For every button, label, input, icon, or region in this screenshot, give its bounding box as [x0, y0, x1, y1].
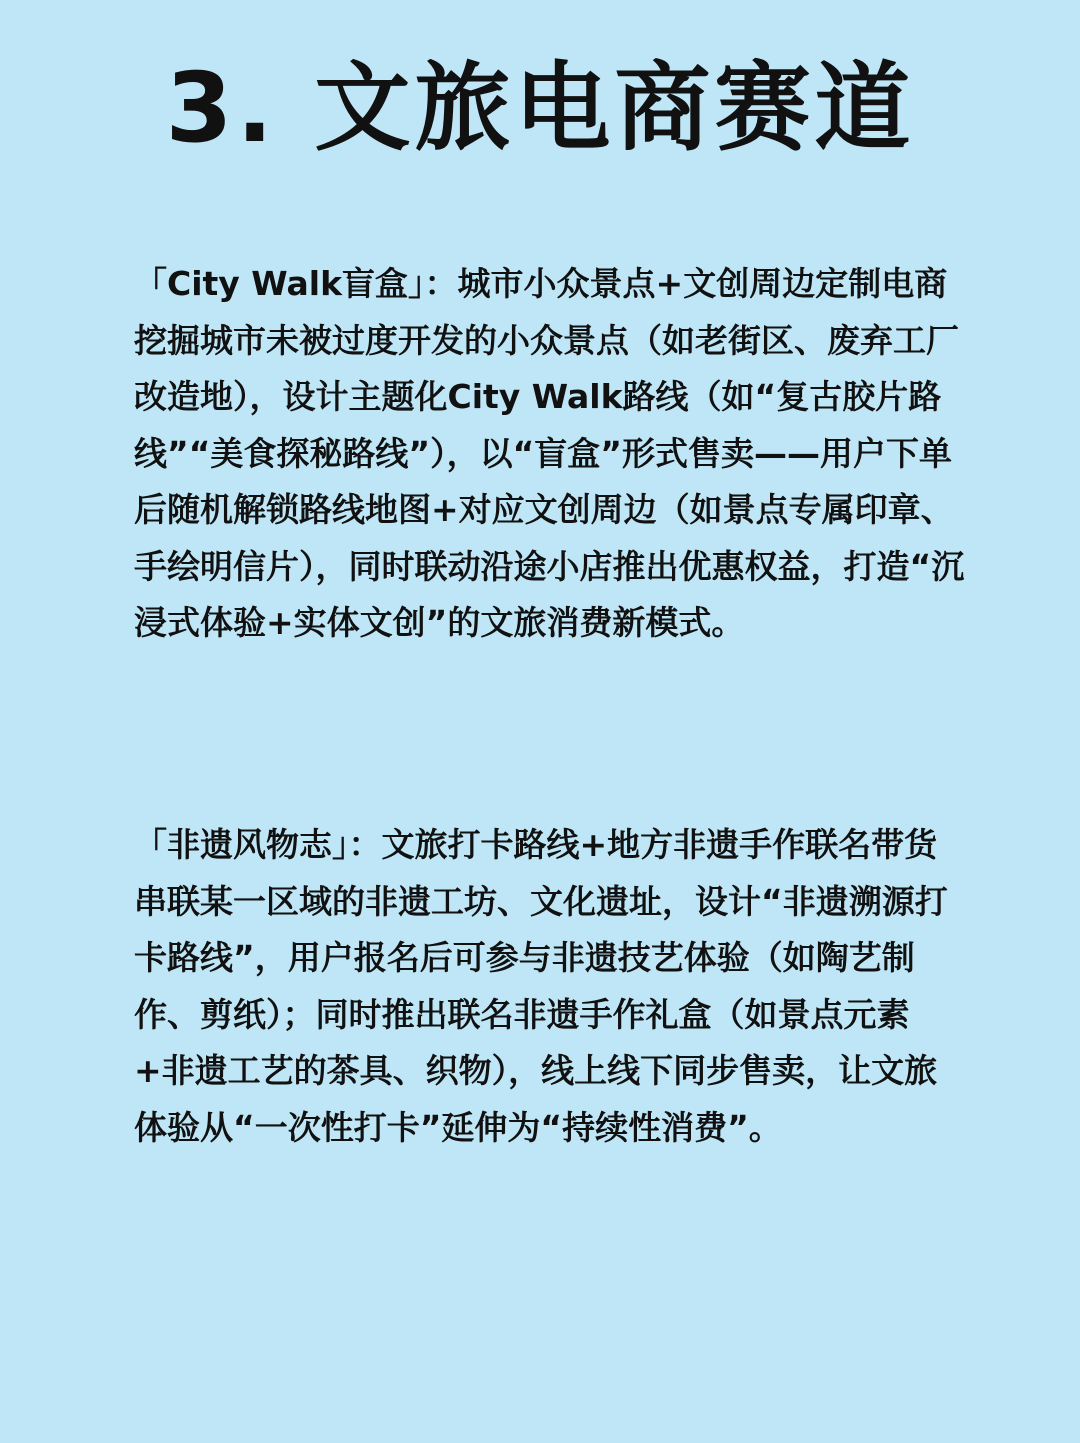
section-heading: 「City Walk盲盒」：城市小众景点+文创周边定制电商	[134, 264, 948, 303]
section-body: 挖掘城市未被过度开发的小众景点（如老街区、废弃工厂改造地），设计主题化City Walk路线（如“复古胶片路线”“美食探秘路线”），以“盲盒”形式售卖——用户下单后随机解锁路线地图+对应文创周边（如景点专属印章、手绘明信片），同时联动沿途小店推出优惠权益，打造“沉浸式体验+实体文创”的文旅消费新模式。	[134, 320, 965, 642]
section-body: 串联某一区域的非遗工坊、文化遗址，设计“非遗溯源打卡路线”，用户报名后可参与非遗技艺体验（如陶艺制作、剪纸）；同时推出联名非遗手作礼盒（如景点元素+非遗工艺的茶具、织物），线上线下同步售卖，让文旅体验从“一次性打卡”延伸为“持续性消费”。	[134, 881, 948, 1147]
section-intangible-heritage	[134, 817, 970, 1156]
section-city-walk	[134, 256, 970, 652]
section-heading: 「非遗风物志」：文旅打卡路线+地方非遗手作联名带货	[134, 825, 938, 864]
page-title: 3. 文旅电商赛道	[165, 52, 915, 164]
